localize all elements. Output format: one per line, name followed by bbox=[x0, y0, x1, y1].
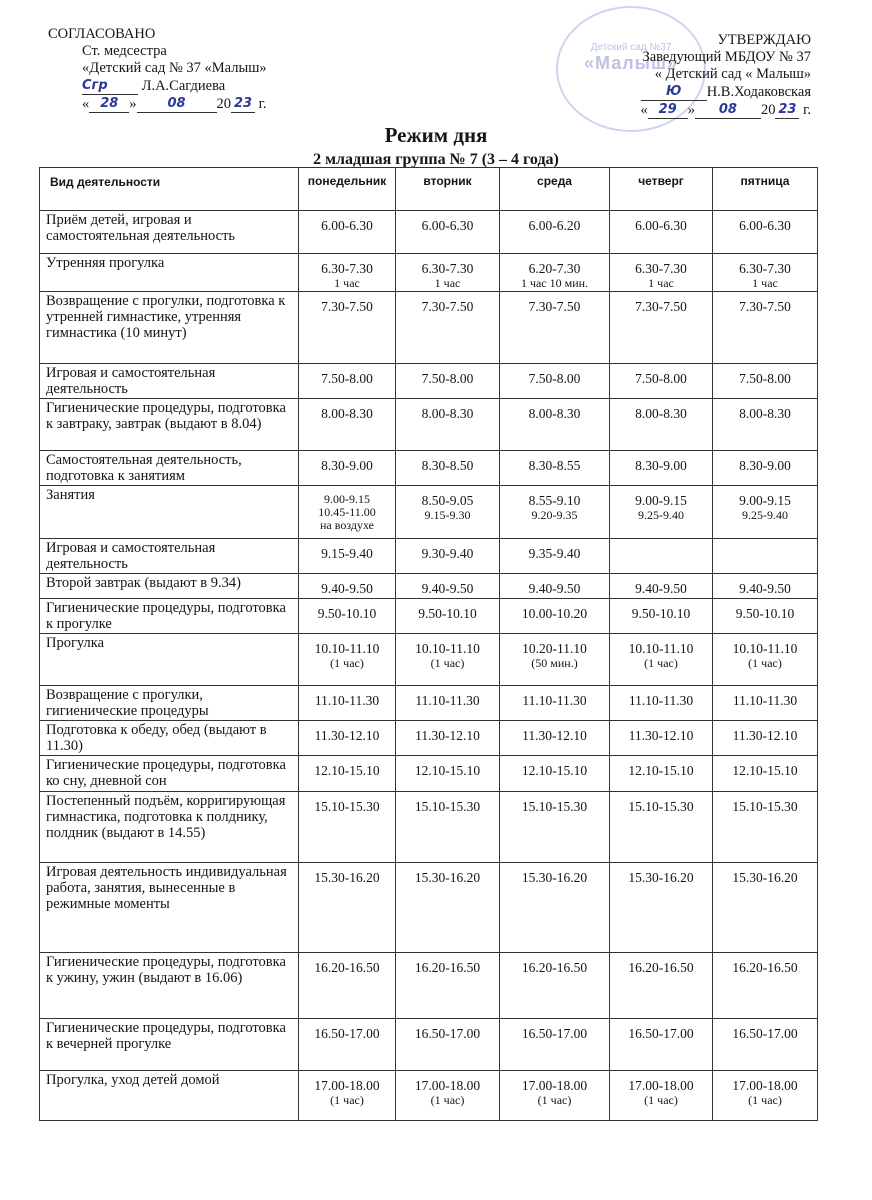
column-header: среда bbox=[500, 168, 610, 211]
time-cell bbox=[500, 686, 610, 721]
column-header: вторник bbox=[396, 168, 500, 211]
table-row bbox=[40, 756, 818, 792]
time-range: 6.00-6.20 bbox=[528, 218, 581, 233]
time-cell bbox=[500, 1071, 610, 1121]
time-cell bbox=[299, 599, 396, 634]
activity-cell: Возвращение с прогулки, подготовка к утренней гимнастике, утренняя гимнастика (10 минут) bbox=[40, 292, 299, 364]
time-cell bbox=[500, 634, 610, 686]
time-range: 10.10-11.10 bbox=[314, 641, 380, 656]
time-cell bbox=[396, 1019, 500, 1071]
time-range: 17.00-18.00 bbox=[732, 1078, 798, 1093]
time-range: 9.00-9.15 bbox=[739, 493, 791, 508]
activity-cell: Игровая и самостоятельная деятельность bbox=[40, 364, 299, 399]
time-range: 17.00-18.00 bbox=[628, 1078, 694, 1093]
time-range: 6.00-6.30 bbox=[321, 218, 373, 233]
time-range: 8.00-8.30 bbox=[635, 406, 687, 421]
confirm-date-year-prefix: 20 bbox=[760, 102, 776, 118]
time-cell bbox=[713, 686, 818, 721]
time-cell bbox=[396, 599, 500, 634]
time-cell bbox=[500, 756, 610, 792]
time-note: 1 час bbox=[334, 276, 360, 290]
confirmation-block bbox=[640, 32, 811, 119]
time-cell bbox=[610, 756, 713, 792]
time-range: 11.10-11.30 bbox=[732, 693, 798, 708]
time-range: 16.20-16.50 bbox=[414, 960, 481, 975]
table-row bbox=[40, 254, 818, 292]
time-range: 11.10-11.30 bbox=[628, 693, 694, 708]
time-cell bbox=[500, 599, 610, 634]
time-cell bbox=[396, 451, 500, 486]
page-subtitle: 2 младшая группа № 7 (3 – 4 года) bbox=[313, 151, 559, 168]
time-range: 15.10-15.30 bbox=[521, 799, 588, 814]
time-range: 16.50-17.00 bbox=[314, 1026, 380, 1041]
time-cell bbox=[610, 574, 713, 599]
time-range: 7.50-8.00 bbox=[528, 371, 581, 386]
time-range: 9.40-9.50 bbox=[421, 581, 474, 596]
time-range: 16.50-17.00 bbox=[732, 1026, 798, 1041]
stamp-line1: Детский сад №37 bbox=[590, 42, 672, 53]
time-cell bbox=[610, 953, 713, 1019]
time-note: (1 час) bbox=[330, 656, 364, 670]
time-cell bbox=[713, 756, 818, 792]
time-range: 8.30-9.00 bbox=[321, 458, 373, 473]
stamp-line2: «Малыш» bbox=[583, 53, 679, 73]
time-range: 16.20-16.50 bbox=[314, 960, 380, 975]
confirm-signature: Ю bbox=[641, 83, 707, 101]
activity-cell: Гигиенические процедуры, подготовка к вечерней прогулке bbox=[40, 1019, 299, 1071]
time-range: 12.10-15.10 bbox=[628, 763, 694, 778]
time-cell bbox=[713, 863, 818, 953]
time-range: 8.00-8.30 bbox=[421, 406, 474, 421]
time-cell bbox=[610, 486, 713, 539]
time-note: (1 час) bbox=[330, 1093, 364, 1107]
activity-cell: Гигиенические процедуры, подготовка к завтраку, завтрак (выдают в 8.04) bbox=[40, 399, 299, 451]
time-cell bbox=[299, 686, 396, 721]
time-cell bbox=[396, 292, 500, 364]
time-cell bbox=[299, 399, 396, 451]
confirm-date-month: 08 bbox=[695, 101, 761, 119]
time-note: 10.45-11.00 bbox=[318, 505, 376, 519]
table-row bbox=[40, 1071, 818, 1121]
time-cell bbox=[299, 863, 396, 953]
time-note: (1 час) bbox=[430, 656, 465, 670]
confirm-date-day: 29 bbox=[648, 101, 688, 119]
confirm-title: УТВЕРЖДАЮ bbox=[717, 32, 811, 48]
time-cell bbox=[396, 254, 500, 292]
approved-date-year-prefix: 20 bbox=[216, 96, 231, 112]
time-cell bbox=[713, 1071, 818, 1121]
activity-cell: Игровая деятельность индивидуальная работа, занятия, вынесенные в режимные моменты bbox=[40, 863, 299, 953]
time-range: 7.50-8.00 bbox=[739, 371, 791, 386]
approval-block bbox=[48, 26, 267, 113]
time-note: 9.15-9.30 bbox=[424, 508, 471, 522]
activity-cell: Прогулка bbox=[40, 634, 299, 686]
time-cell bbox=[299, 254, 396, 292]
time-range: 9.40-9.50 bbox=[739, 581, 791, 596]
table-row bbox=[40, 599, 818, 634]
time-range: 11.30-12.10 bbox=[415, 728, 480, 743]
time-note: (1 час) bbox=[430, 1093, 465, 1107]
activity-cell: Самостоятельная деятельность, подготовка к занятиям bbox=[40, 451, 299, 486]
time-range: 16.50-17.00 bbox=[414, 1026, 481, 1041]
time-note: 1 час bbox=[434, 276, 461, 290]
time-cell bbox=[396, 721, 500, 756]
time-range: 15.30-16.20 bbox=[521, 870, 588, 885]
time-note: (1 час) bbox=[644, 1093, 678, 1107]
activity-cell: Гигиенические процедуры, подготовка к прогулке bbox=[40, 599, 299, 634]
confirm-date-prefix: « bbox=[640, 102, 648, 118]
time-range: 9.50-10.10 bbox=[631, 606, 691, 621]
time-cell bbox=[713, 792, 818, 863]
table-row bbox=[40, 634, 818, 686]
time-range: 16.20-16.50 bbox=[521, 960, 588, 975]
time-range: 15.30-16.20 bbox=[414, 870, 481, 885]
time-range: 7.50-8.00 bbox=[635, 371, 687, 386]
time-range: 8.30-9.00 bbox=[635, 458, 687, 473]
time-range: 11.10-11.30 bbox=[314, 693, 380, 708]
time-cell bbox=[713, 539, 818, 574]
time-range: 8.30-8.50 bbox=[421, 458, 474, 473]
time-cell bbox=[500, 539, 610, 574]
time-cell bbox=[713, 486, 818, 539]
time-range: 15.10-15.30 bbox=[628, 799, 694, 814]
table-row bbox=[40, 574, 818, 599]
time-note: 1 час bbox=[752, 276, 778, 290]
time-note: (1 час) bbox=[748, 1093, 782, 1107]
approved-signature: Сгр bbox=[82, 77, 138, 95]
time-cell bbox=[713, 211, 818, 254]
time-cell bbox=[299, 486, 396, 539]
time-cell bbox=[713, 254, 818, 292]
confirm-name: Н.В.Ходаковская bbox=[706, 84, 811, 100]
time-cell bbox=[299, 721, 396, 756]
table-row bbox=[40, 792, 818, 863]
time-range: 6.00-6.30 bbox=[635, 218, 687, 233]
time-range: 11.30-12.10 bbox=[314, 728, 380, 743]
time-note: 9.25-9.40 bbox=[742, 508, 788, 522]
activity-cell: Игровая и самостоятельная деятельность bbox=[40, 539, 299, 574]
time-range: 8.00-8.30 bbox=[321, 406, 373, 421]
table-row bbox=[40, 451, 818, 486]
time-range: 7.50-8.00 bbox=[321, 371, 373, 386]
table-header-row bbox=[40, 168, 818, 211]
time-range: 9.15-9.40 bbox=[321, 546, 373, 561]
time-range: 16.50-17.00 bbox=[521, 1026, 588, 1041]
time-cell bbox=[610, 399, 713, 451]
table-row bbox=[40, 721, 818, 756]
time-cell bbox=[713, 451, 818, 486]
table-row bbox=[40, 486, 818, 539]
time-range: 6.20-7.30 bbox=[528, 261, 581, 276]
column-header: пятница bbox=[713, 168, 818, 211]
time-range: 15.10-15.30 bbox=[414, 799, 481, 814]
time-range: 15.30-16.20 bbox=[628, 870, 694, 885]
time-cell bbox=[396, 574, 500, 599]
table-row bbox=[40, 539, 818, 574]
time-cell bbox=[610, 1019, 713, 1071]
time-cell bbox=[396, 211, 500, 254]
time-cell bbox=[500, 953, 610, 1019]
time-range: 17.00-18.00 bbox=[414, 1078, 481, 1093]
confirm-date-year: 23 bbox=[775, 101, 799, 119]
time-cell bbox=[713, 953, 818, 1019]
activity-cell: Занятия bbox=[40, 486, 299, 539]
time-cell bbox=[500, 254, 610, 292]
time-cell bbox=[299, 451, 396, 486]
time-cell bbox=[500, 574, 610, 599]
time-cell bbox=[610, 364, 713, 399]
time-cell bbox=[299, 574, 396, 599]
activity-cell: Подготовка к обеду, обед (выдают в 11.30) bbox=[40, 721, 299, 756]
time-range: 11.30-12.10 bbox=[732, 728, 798, 743]
approved-date-year: 23 bbox=[231, 95, 255, 113]
confirm-signature-line bbox=[640, 83, 811, 101]
time-range: 10.10-11.10 bbox=[732, 641, 798, 656]
approved-date-suffix: г. bbox=[258, 96, 267, 112]
column-header: Вид деятельности bbox=[40, 168, 299, 211]
time-cell bbox=[500, 364, 610, 399]
time-cell bbox=[396, 686, 500, 721]
time-range: 15.10-15.30 bbox=[314, 799, 380, 814]
time-cell bbox=[299, 211, 396, 254]
time-cell bbox=[610, 254, 713, 292]
time-range: 7.30-7.50 bbox=[739, 299, 791, 314]
time-cell bbox=[396, 953, 500, 1019]
time-cell bbox=[299, 953, 396, 1019]
time-cell bbox=[610, 451, 713, 486]
time-note: на воздухе bbox=[320, 518, 374, 532]
confirm-org: « Детский сад « Малыш» bbox=[654, 66, 811, 82]
time-range: 9.40-9.50 bbox=[528, 581, 581, 596]
time-range: 9.50-10.10 bbox=[317, 606, 377, 621]
time-range: 10.00-10.20 bbox=[521, 606, 588, 621]
time-cell bbox=[396, 399, 500, 451]
time-note: (1 час) bbox=[644, 656, 678, 670]
time-cell bbox=[396, 1071, 500, 1121]
confirm-date-suffix: г. bbox=[803, 102, 811, 118]
table-row bbox=[40, 399, 818, 451]
approved-date-day: 28 bbox=[89, 95, 129, 113]
time-cell bbox=[610, 599, 713, 634]
activity-cell: Гигиенические процедуры, подготовка к ужину, ужин (выдают в 16.06) bbox=[40, 953, 299, 1019]
time-range: 17.00-18.00 bbox=[521, 1078, 588, 1093]
time-cell bbox=[610, 1071, 713, 1121]
time-range: 8.30-8.55 bbox=[528, 458, 581, 473]
activity-cell: Утренняя прогулка bbox=[40, 254, 299, 292]
time-range: 12.10-15.10 bbox=[414, 763, 481, 778]
time-range: 15.30-16.20 bbox=[314, 870, 380, 885]
time-cell bbox=[713, 574, 818, 599]
approved-date bbox=[48, 95, 267, 113]
time-range: 7.30-7.50 bbox=[528, 299, 581, 314]
approved-date-prefix: « bbox=[82, 96, 90, 112]
activity-cell: Постепенный подъём, корригирующая гимнастика, подготовка к полднику, полдник (выдают в 14.55) bbox=[40, 792, 299, 863]
time-range: 6.30-7.30 bbox=[739, 261, 791, 276]
page-title: Режим дня bbox=[384, 123, 488, 147]
time-cell bbox=[299, 364, 396, 399]
time-range: 10.20-11.10 bbox=[522, 641, 587, 656]
time-range: 9.50-10.10 bbox=[735, 606, 795, 621]
time-range: 15.30-16.20 bbox=[732, 870, 798, 885]
table-row bbox=[40, 292, 818, 364]
activity-cell: Приём детей, игровая и самостоятельная деятельность bbox=[40, 211, 299, 254]
approved-date-sep: » bbox=[129, 96, 137, 112]
time-range: 9.00-9.15 bbox=[635, 493, 687, 508]
table-row bbox=[40, 953, 818, 1019]
time-cell bbox=[713, 1019, 818, 1071]
time-range: 8.00-8.30 bbox=[528, 406, 581, 421]
time-range: 11.10-11.30 bbox=[415, 693, 480, 708]
time-cell bbox=[299, 756, 396, 792]
time-range: 9.00-9.15 bbox=[324, 492, 370, 506]
confirm-date bbox=[640, 101, 811, 119]
time-cell bbox=[500, 721, 610, 756]
confirm-position: Заведующий МБДОУ № 37 bbox=[642, 49, 811, 65]
time-cell bbox=[713, 364, 818, 399]
time-cell bbox=[299, 792, 396, 863]
time-range: 10.10-11.10 bbox=[628, 641, 694, 656]
schedule-table bbox=[39, 167, 818, 1121]
time-note: (50 мин.) bbox=[531, 656, 578, 670]
table-row bbox=[40, 364, 818, 399]
time-range: 9.35-9.40 bbox=[528, 546, 581, 561]
approved-signature-line bbox=[48, 77, 267, 95]
table-row bbox=[40, 863, 818, 953]
time-range: 9.40-9.50 bbox=[635, 581, 687, 596]
time-range: 16.20-16.50 bbox=[628, 960, 694, 975]
time-range: 6.30-7.30 bbox=[635, 261, 687, 276]
time-cell bbox=[396, 792, 500, 863]
approved-title: СОГЛАСОВАНО bbox=[48, 26, 156, 42]
activity-cell: Второй завтрак (выдают в 9.34) bbox=[40, 574, 299, 599]
time-cell bbox=[299, 1019, 396, 1071]
approved-position: Ст. медсестра bbox=[82, 43, 167, 59]
time-range: 9.40-9.50 bbox=[321, 581, 373, 596]
time-cell bbox=[299, 634, 396, 686]
table-row bbox=[40, 211, 818, 254]
activity-cell: Гигиенические процедуры, подготовка ко сну, дневной сон bbox=[40, 756, 299, 792]
time-cell bbox=[500, 792, 610, 863]
activity-cell: Прогулка, уход детей домой bbox=[40, 1071, 299, 1121]
time-cell bbox=[500, 863, 610, 953]
time-note: 9.25-9.40 bbox=[638, 508, 684, 522]
time-cell bbox=[610, 539, 713, 574]
time-note: (1 час) bbox=[748, 656, 782, 670]
time-range: 7.50-8.00 bbox=[421, 371, 474, 386]
table-row bbox=[40, 1019, 818, 1071]
time-cell bbox=[396, 364, 500, 399]
time-cell bbox=[610, 686, 713, 721]
time-range: 6.00-6.30 bbox=[421, 218, 474, 233]
time-note: (1 час) bbox=[537, 1093, 572, 1107]
column-header: понедельник bbox=[299, 168, 396, 211]
approved-name: Л.А.Сагдиева bbox=[141, 78, 226, 94]
table-row bbox=[40, 686, 818, 721]
time-range: 11.30-12.10 bbox=[522, 728, 587, 743]
time-range: 16.50-17.00 bbox=[628, 1026, 694, 1041]
time-cell bbox=[299, 539, 396, 574]
time-range: 11.30-12.10 bbox=[628, 728, 694, 743]
confirm-date-sep: » bbox=[687, 102, 695, 118]
time-cell bbox=[610, 211, 713, 254]
approved-date-month: 08 bbox=[137, 95, 217, 113]
time-cell bbox=[396, 486, 500, 539]
time-cell bbox=[610, 721, 713, 756]
time-range: 16.20-16.50 bbox=[732, 960, 798, 975]
time-range: 7.30-7.50 bbox=[635, 299, 687, 314]
time-range: 12.10-15.10 bbox=[314, 763, 380, 778]
time-range: 7.30-7.50 bbox=[321, 299, 373, 314]
time-range: 8.30-9.00 bbox=[739, 458, 791, 473]
time-range: 7.30-7.50 bbox=[421, 299, 474, 314]
time-cell bbox=[610, 634, 713, 686]
column-header: четверг bbox=[610, 168, 713, 211]
time-range: 6.00-6.30 bbox=[739, 218, 791, 233]
time-cell bbox=[610, 792, 713, 863]
activity-cell: Возвращение с прогулки, гигиенические процедуры bbox=[40, 686, 299, 721]
time-cell bbox=[500, 1019, 610, 1071]
time-cell bbox=[500, 486, 610, 539]
time-cell bbox=[299, 1071, 396, 1121]
time-cell bbox=[610, 863, 713, 953]
time-range: 9.50-10.10 bbox=[418, 606, 477, 621]
time-range: 6.30-7.30 bbox=[321, 261, 373, 276]
time-cell bbox=[713, 721, 818, 756]
time-cell bbox=[713, 599, 818, 634]
time-note: 1 час 10 мин. bbox=[520, 276, 589, 290]
time-range: 12.10-15.10 bbox=[521, 763, 588, 778]
time-range: 8.50-9.05 bbox=[421, 493, 474, 508]
time-cell bbox=[500, 451, 610, 486]
time-range: 10.10-11.10 bbox=[415, 641, 480, 656]
time-cell bbox=[500, 399, 610, 451]
time-cell bbox=[396, 756, 500, 792]
time-cell bbox=[299, 292, 396, 364]
time-cell bbox=[713, 399, 818, 451]
time-range: 6.30-7.30 bbox=[421, 261, 474, 276]
schedule-body bbox=[40, 211, 818, 1121]
time-cell bbox=[396, 539, 500, 574]
time-range: 11.10-11.30 bbox=[522, 693, 587, 708]
approved-org: «Детский сад № 37 «Малыш» bbox=[82, 60, 267, 76]
time-range: 9.30-9.40 bbox=[421, 546, 474, 561]
time-range: 15.10-15.30 bbox=[732, 799, 798, 814]
time-cell bbox=[610, 292, 713, 364]
time-range: 8.55-9.10 bbox=[528, 493, 581, 508]
time-note: 9.20-9.35 bbox=[531, 508, 578, 522]
time-range: 12.10-15.10 bbox=[732, 763, 798, 778]
time-cell bbox=[713, 292, 818, 364]
time-range: 17.00-18.00 bbox=[314, 1078, 380, 1093]
time-range: 8.00-8.30 bbox=[739, 406, 791, 421]
time-cell bbox=[396, 634, 500, 686]
time-cell bbox=[396, 863, 500, 953]
time-cell bbox=[500, 211, 610, 254]
time-note: 1 час bbox=[648, 276, 674, 290]
time-cell bbox=[500, 292, 610, 364]
time-cell bbox=[713, 634, 818, 686]
